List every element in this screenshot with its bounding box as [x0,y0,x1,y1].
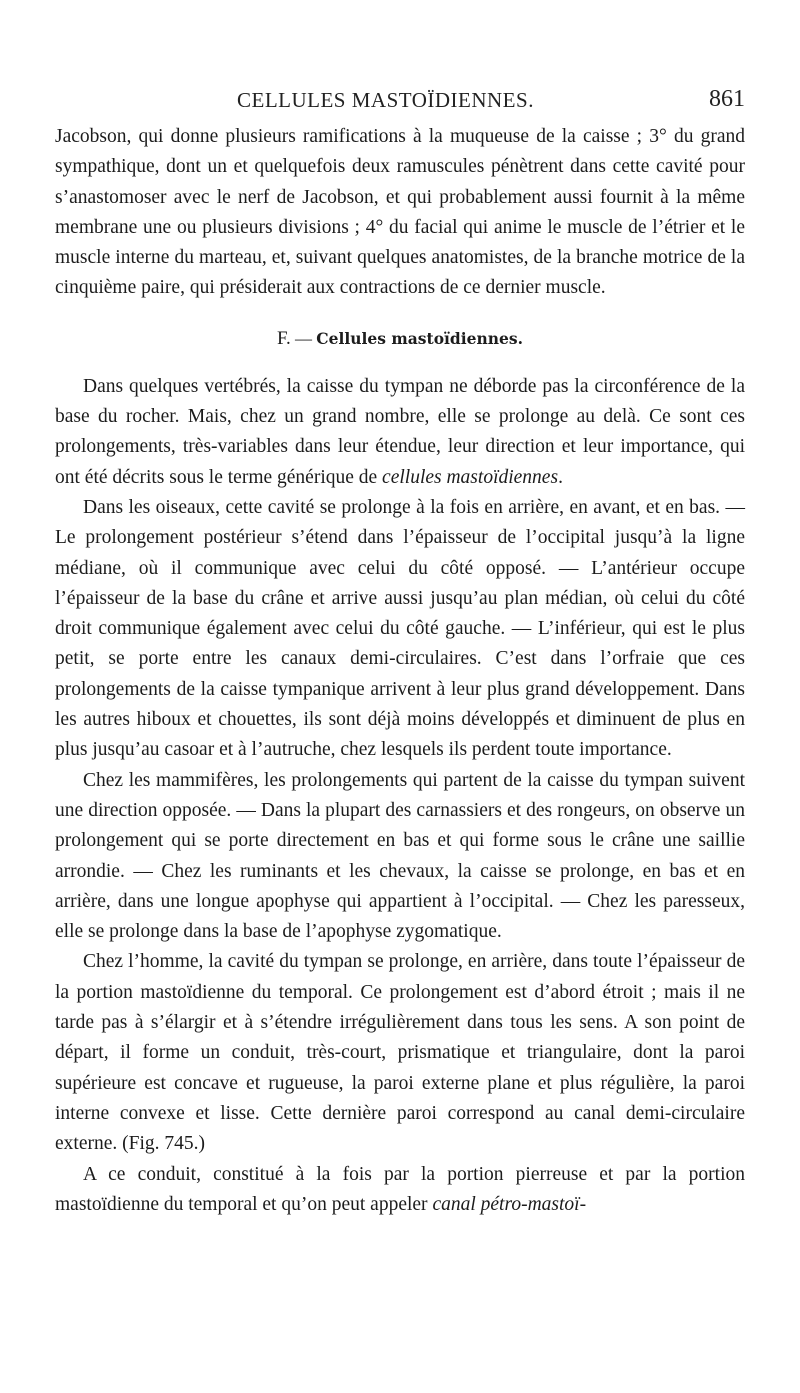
term-canal-petro-mastoidien: canal pétro-mastoï- [432,1193,587,1215]
section-dash: — [295,328,312,348]
section-title: Cellules mastoïdiennes. [316,328,524,348]
paragraph-intro [55,372,745,493]
paragraph-continuation: Jacobson, qui donne plusieurs ramifications à la muqueuse de la caisse ; 3° du grand sympathique, dont un et quelquefois deux ramuscules pénètrent dans cette cavité pour s’anastomoser avec le nerf de Jacobson, et qui probablement aussi fournit à la même membrane une ou plusieurs divisions ; 4° du facial qui anime le muscle de l’étrier et le muscle interne du marteau, et, suivant quelques anatomistes, de la branche motrice de la cinquième paire, qui présiderait aux contractions de ce dernier muscle. [55,126,745,299]
page-number: 861 [709,86,745,112]
section-heading [55,326,745,352]
paragraph-intro-end: . [558,466,563,488]
paragraph-human: Chez l’homme, la cavité du tympan se prolonge, en arrière, dans toute l’épaisseur de la portion mastoïdienne du temporal. Ce prolongement est d’abord étroit ; mais il ne tarde pas à s’élargir et à s’étendre irrégulièrement dans tous les sens. A son point de départ, il forme un conduit, très-court, prismatique et triangulaire, dont la paroi supérieure est concave et rugueuse, la paroi externe plane et plus régulière, la paroi interne convexe et lisse. Cette dernière paroi correspond au canal demi-circulaire externe. (Fig. 745.) [55,951,745,1155]
running-title: CELLULES MASTOÏDIENNES. [237,88,534,112]
paragraph-conduit-text: A ce conduit, constitué à la fois par la portion pierreuse et par la portion mastoïdienne du temporal et qu’on peut appeler [55,1163,745,1215]
section-letter: F. [276,327,291,349]
body-text [55,122,745,1220]
term-cellules-mastoidiennes: cellules mastoïdiennes [382,466,559,488]
paragraph-mammals: Chez les mammifères, les prolongements qui partent de la caisse du tympan suivent une direction opposée. — Dans la plupart des carnassiers et des rongeurs, on observe un prolongement qui se porte directement en bas et qui forme sous le crâne une saillie arrondie. — Chez les ruminants et les chevaux, la caisse se prolonge, en bas et en arrière, dans une longue apophyse qui appartient à l’occipital. — Chez les paresseux, elle se prolonge dans la base de l’apophyse zygomatique. [55,769,745,943]
paragraph-intro-text: Dans quelques vertébrés, la caisse du tympan ne déborde pas la circonférence de la base du rocher. Mais, chez un grand nombre, elle se prolonge au delà. Ce sont ces prolongements, très-variables dans leur étendue, leur direction et leur importance, qui ont été décrits sous le terme générique de [55,375,745,488]
paragraph-birds: Dans les oiseaux, cette cavité se prolonge à la fois en arrière, en avant, et en bas. — Le prolongement postérieur s’étend dans l’épaisseur de l’occipital jusqu’à la ligne médiane, où il communique avec celui du côté opposé. — L’antérieur occupe l’épaisseur de la base du crâne et arrive aussi jusqu’au plan médian, où celui du côté droit communique également avec celui du côté gauche. — L’inférieur, qui est le plus petit, se porte entre les canaux demi-circulaires. C’est dans l’orfraie que ces prolongements de la caisse tympanique arrivent à leur plus grand développement. Dans les autres hiboux et chouettes, ils sont déjà moins développés et diminuent de plus en plus jusqu’au casoar et à l’autruche, chez lesquels ils perdent toute importance. [55,496,745,761]
running-head [55,88,745,118]
paragraph-conduit [55,1160,745,1221]
book-page [55,0,745,1393]
